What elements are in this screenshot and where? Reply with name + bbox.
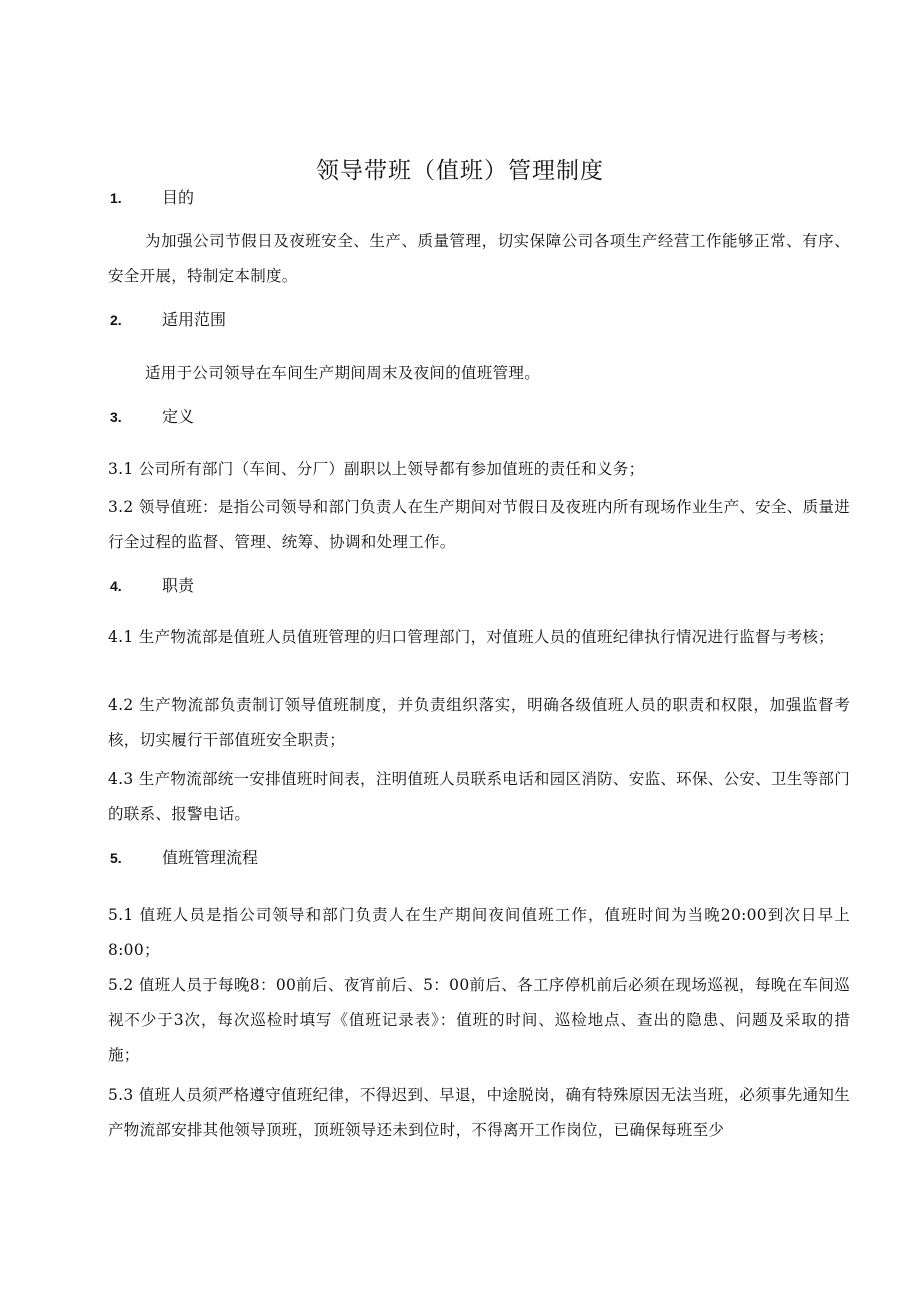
section-title: 目的: [162, 188, 195, 207]
section-number: 4.: [110, 578, 122, 594]
section-number: 2.: [110, 312, 122, 328]
paragraph-purpose: 为加强公司节假日及夜班安全、生产、质量管理，切实保障公司各项生产经营工作能够正常、有序、安全开展，特制定本制度。: [108, 232, 850, 285]
section-number: 1.: [110, 190, 122, 206]
section-title: 职责: [162, 576, 195, 595]
section-heading-purpose: [110, 186, 194, 210]
section-number: 3.: [110, 409, 122, 425]
paragraph-3-2: 3.2 领导值班：是指公司领导和部门负责人在生产期间对节假日及夜班内所有现场作业生产、安全、质量进行全过程的监督、管理、统筹、协调和处理工作。: [108, 498, 850, 551]
paragraph-5-1: 5.1 值班人员是指公司领导和部门负责人在生产期间夜间值班工作，值班时间为当晚20:00到次日早上8:00；: [108, 906, 850, 959]
section-number: 5.: [110, 850, 122, 866]
section-heading-process: [110, 846, 258, 870]
section-title: 定义: [162, 407, 195, 426]
paragraph-3-1: 3.1 公司所有部门（车间、分厂）副职以上领导都有参加值班的责任和义务；: [108, 460, 645, 478]
paragraph-4-2: 4.2 生产物流部负责制订领导值班制度，并负责组织落实，明确各级值班人员的职责和权限，加强监督考核，切实履行干部值班安全职责；: [108, 696, 850, 749]
section-heading-scope: [110, 308, 226, 332]
paragraph-scope: 适用于公司领导在车间生产期间周末及夜间的值班管理。: [145, 364, 541, 382]
paragraph-5-2: 5.2 值班人员于每晚8：00前后、夜宵前后、5：00前后、各工序停机前后必须在现场巡视，每晚在车间巡视不少于3次，每次巡检时填写《值班记录表》：值班的时间、巡检地点、查出的隐患、问题及采取的措施；: [108, 976, 850, 1064]
paragraph-4-1: 4.1 生产物流部是值班人员值班管理的归口管理部门，对值班人员的值班纪律执行情况进行监督与考核；: [108, 628, 834, 646]
document-title: 领导带班（值班）管理制度: [316, 158, 604, 184]
section-title: 适用范围: [162, 310, 227, 329]
section-heading-definitions: [110, 405, 194, 429]
section-title: 值班管理流程: [162, 848, 259, 867]
section-heading-responsibilities: [110, 574, 194, 598]
paragraph-4-3: 4.3 生产物流部统一安排值班时间表，注明值班人员联系电话和园区消防、安监、环保、公安、卫生等部门的联系、报警电话。: [108, 770, 850, 823]
paragraph-5-3: 5.3 值班人员须严格遵守值班纪律，不得迟到、早退，中途脱岗，确有特殊原因无法当班，必须事先通知生产物流部安排其他领导顶班，顶班领导还未到位时，不得离开工作岗位，已确保每班至少: [108, 1086, 850, 1139]
